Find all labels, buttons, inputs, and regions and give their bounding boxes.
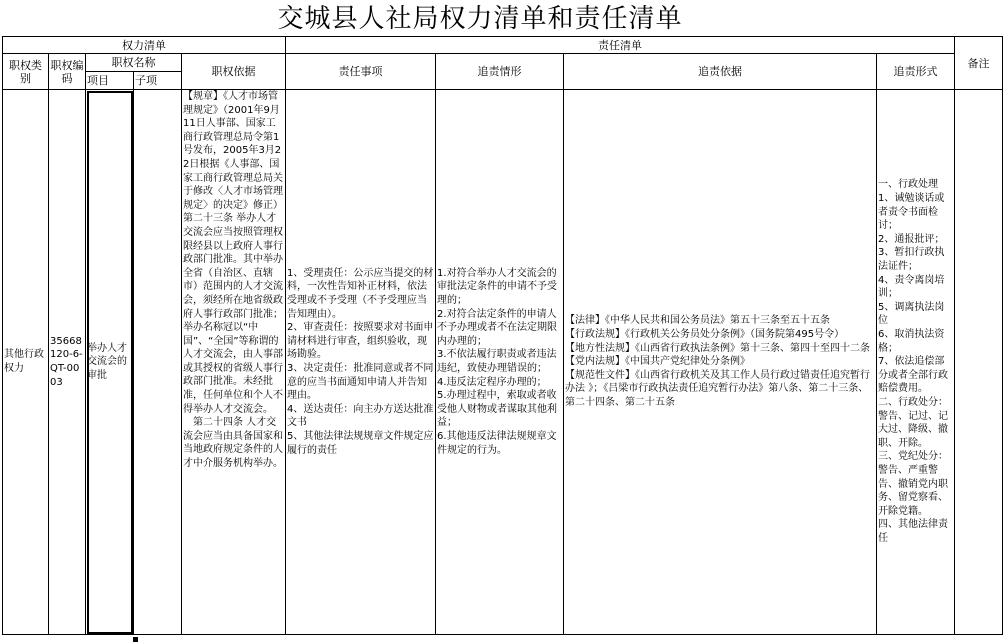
category-header[interactable]: 职权类别 [3, 54, 49, 90]
power-list-header[interactable]: 权力清单 [3, 37, 286, 54]
name-header[interactable]: 职权名称 [86, 54, 182, 72]
table-row [3, 90, 1003, 635]
forms-cell[interactable]: 一、行政处理1、诫勉谈话或者责令书面检讨； 2、通报批评； 3、暂扣行政执法证件； 4、责令离岗培训； 5、调离执法岗位 6、取消执法资格； 7、依法追偿部分或者全部行政赔偿费用。 二、行政处分：警告、记过、记大过、降级、撤职、开除。 三、党纪处分：警告、严重警告、撤销党内职务、留党察看、开除党籍。 四、其他法律责任 [877, 90, 955, 635]
item-cell-selected[interactable]: 举办人才交流会的审批 [86, 90, 134, 635]
remarks-cell[interactable] [955, 90, 1003, 635]
subitem-header[interactable]: 子项 [134, 72, 182, 90]
accountability-basis-cell[interactable]: 【法律】《中华人民共和国公务员法》第五十三条至五十五条 【行政法规】《行政机关公务员处分条例》（国务院第495号令） 【地方性法规】《山西省行政执法条例》第十三条、第四十至四十二条 【党内法规】《中国共产党纪律处分条例》 【规范性文件】《山西省行政机关及其工作人员行政过错责任追究暂行办法 》；《吕梁市行政执法责任追究暂行办法》第八条、第二十三条、第二十四条、第二十五条 [564, 90, 877, 635]
accountability-basis-header[interactable]: 追责依据 [564, 54, 877, 90]
code-header[interactable]: 职权编码 [49, 54, 86, 90]
category-cell[interactable]: 其他行政权力 [3, 90, 49, 635]
forms-header[interactable]: 追责形式 [877, 54, 955, 90]
duties-cell[interactable]: 1、受理责任：公示应当提交的材料，一次性告知补正材料，依法受理或不予受理（不予受理应当告知理由）。 2、审查责任：按照要求对书面申请材料进行审查，组织验收，现场勘验。 3、决定责任：批准同意或者不同意的应当书面通知申请人并告知理由。 4、送达责任：向主办方送达批准文书 5、其他法律法规规章文件规定应履行的责任 [286, 90, 436, 635]
responsibility-list-header[interactable]: 责任清单 [286, 37, 955, 54]
power-responsibility-table [2, 36, 1003, 635]
basis-cell[interactable]: 【规章】《人才市场管理规定》（2001年9月11日人事部、国家工商行政管理总局令第1号发布，2005年3月22日根据《人事部、国家工商行政管理总局关于修改〈人才市场管理规定〉的决定》修正） 第二十三条 举办人才交流会应当按照管理权限经县以上政府人事行政部门批准。其中举办全省（自治区、直辖市）范围内的人才交流会，须经所在地省级政府人事行政部门批准；举办名称冠以“中国”、“全国”等称谓的人才交流会，由人事部或其授权的省级人事行政部门批准。未经批准，任何单位和个人不得举办人才交流会。 第二十四条 人才交流会应当由具备国家和当地政府规定条件的人才中介服务机构举办。 [182, 90, 286, 635]
situations-header[interactable]: 追责情形 [436, 54, 564, 90]
sheet-title: 交城县人社局权力清单和责任清单 [277, 4, 683, 34]
fill-handle[interactable] [133, 637, 138, 642]
subitem-cell[interactable] [134, 90, 182, 635]
situations-cell[interactable]: 1.对符合举办人才交流会的审批法定条件的申请不予受理的； 2.对符合法定条件的申请人不予办理或者不在法定期限内办理的； 3.不依法履行职责或者违法违纪，致使办理错误的； 4.违反法定程序办理的； 5.办理过程中，索取或者收受他人财物或者谋取其他利益； 6.其他违反法律法规规章文件规定的行为。 [436, 90, 564, 635]
remarks-header[interactable]: 备注 [955, 37, 1003, 90]
item-header[interactable]: 项目 [86, 72, 134, 90]
code-cell[interactable]: 35668120-6-QT-0003 [49, 90, 86, 635]
basis-header[interactable]: 职权依据 [182, 54, 286, 90]
duties-header[interactable]: 责任事项 [286, 54, 436, 90]
